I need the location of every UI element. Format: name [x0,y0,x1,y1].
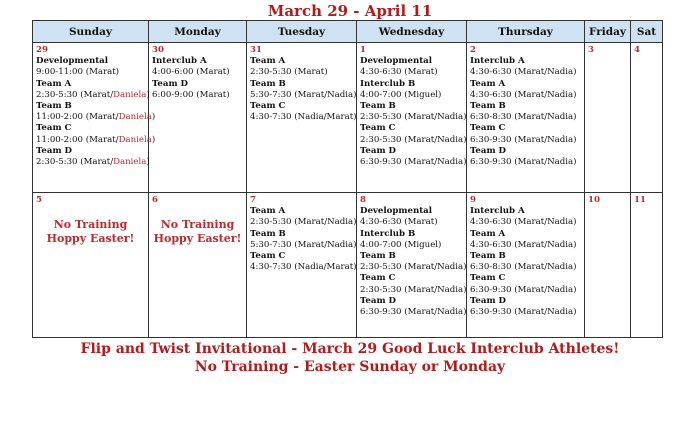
day-number: 10 [588,195,600,205]
coach-name: Nadia [547,239,574,250]
session-group-name: Interclub A [470,56,525,67]
no-training-note-line: No Training [53,218,128,232]
day-number: 4 [634,45,640,55]
session-group-name: Team B [250,228,286,239]
coach-name: Marat [517,262,545,273]
coach-name: Nadia [547,89,574,100]
day-number: 7 [250,195,256,205]
session-group-name: Team B [470,251,506,262]
coach-name: Marat [83,157,111,168]
coach-name: Marat [517,134,545,145]
session-group-name: Team D [360,295,396,306]
session-time: 4:00-6:00 [152,67,194,78]
coach-name: Marat [407,307,435,318]
session-time-line: 4:30-6:30 (Marat/Nadia) [470,217,577,228]
calendar-day-cell [357,43,467,193]
session-group-name: Interclub B [360,228,416,239]
coach-name: Marat [407,67,435,78]
day-number: 5 [36,195,42,205]
coach-name: Marat [517,217,545,228]
session-time-line: 4:30-6:30 (Marat) [360,67,438,78]
coach-name: Daniela [113,157,147,168]
session-time-line: 2:30-5:30 (Marat/Nadia) [250,217,357,228]
session-time: 2:30-5:30 [360,262,402,273]
session-time-line: 6:30-9:30 (Marat/Nadia) [360,157,467,168]
calendar-day-cell [33,193,149,338]
coach-name: Nadia [327,239,354,250]
session-time: 2:30-5:30 [36,157,78,168]
calendar-day-cell [585,43,631,193]
session-time: 4:30-7:30 [250,112,292,123]
session-time-line: 2:30-5:30 (Marat/Nadia) [360,262,467,273]
coach-name: Nadia [547,217,574,228]
session-time-line: 2:30-5:30 (Marat) [250,67,328,78]
coach-name: Marat [407,284,435,295]
session-group-name: Team C [470,123,506,134]
session-time: 6:30-8:30 [470,262,512,273]
session-time-line: 4:30-7:30 (Nadia/Marat) [250,262,357,273]
session-group-name: Team C [250,101,286,112]
session-time: 4:30-6:30 [470,89,512,100]
weekday-thursday: Thursday [467,21,585,43]
session-time-line: 4:30-6:30 (Marat/Nadia) [470,89,577,100]
training-calendar [32,20,663,338]
coach-name: Marat [517,307,545,318]
coach-name: Nadia [437,112,464,123]
coach-name: Marat [199,89,227,100]
coach-name: Nadia [547,112,574,123]
coach-name: Marat [517,284,545,295]
session-time-line: 4:30-6:30 (Marat/Nadia) [470,67,577,78]
session-time-line: 6:30-9:30 (Marat/Nadia) [470,134,577,145]
coach-name: Marat [297,89,325,100]
session-group-name: Developmental [36,56,108,67]
session-group-name: Interclub A [152,56,207,67]
weekday-wednesday: Wednesday [357,21,467,43]
coach-name: Marat [517,89,545,100]
coach-name: Marat [89,112,116,123]
weekday-saturday: Sat [631,21,663,43]
coach-name: Nadia [437,262,464,273]
session-group-name: Interclub B [360,78,416,89]
calendar-day-cell [631,43,663,193]
session-time: 6:00-9:00 [152,89,194,100]
calendar-day-cell [149,193,247,338]
session-group-name: Team B [360,251,396,262]
session-group-name: Team B [36,101,72,112]
session-time: 2:30-5:30 [360,112,402,123]
session-time-line: 6:30-8:30 (Marat/Nadia) [470,112,577,123]
session-time: 2:30-5:30 [360,134,402,145]
session-time-line: 4:30-6:30 (Marat) [360,217,438,228]
session-time: 6:30-9:30 [470,157,512,168]
day-number: 9 [470,195,476,205]
coach-name: Marat [407,134,435,145]
coach-name: Nadia [437,284,464,295]
session-time-line: 11:00-2:00 (Marat/Daniela) [36,134,156,145]
coach-name: Daniela [118,134,152,145]
coach-name: Marat [326,112,354,123]
coach-name: Nadia [327,89,354,100]
session-group-name: Team C [250,251,286,262]
coach-name: Nadia [437,134,464,145]
calendar-day-cell [247,43,357,193]
session-time: 4:30-6:30 [470,217,512,228]
session-time-line: 4:00-7:00 (Miguel) [360,89,442,100]
session-time-line: 4:00-7:00 (Miguel) [360,239,442,250]
session-time-line: 6:30-8:30 (Marat/Nadia) [470,262,577,273]
session-time: 4:00-7:00 [360,239,402,250]
day-number: 31 [250,45,262,55]
session-group-name: Team D [360,145,396,156]
session-time-line: 5:30-7:30 (Marat/Nadia) [250,239,357,250]
session-time: 5:30-7:30 [250,89,292,100]
coach-name: Marat [407,262,435,273]
footer-invitational-note: Flip and Twist Invitational - March 29 Good Luck Interclub Athletes! [80,341,620,357]
session-time: 9:00-11:00 [36,67,83,78]
no-training-note [36,218,145,246]
session-time-line: 6:30-9:30 (Marat/Nadia) [470,157,577,168]
weekday-monday: Monday [149,21,247,43]
session-group-name: Developmental [360,56,432,67]
session-time: 6:30-9:30 [360,307,402,318]
calendar-day-cell [631,193,663,338]
calendar-day-cell [247,193,357,338]
session-time-line: 2:30-5:30 (Marat/Daniela) [36,157,150,168]
weekday-tuesday: Tuesday [247,21,357,43]
calendar-day-cell [467,43,585,193]
coach-name: Nadia [297,112,324,123]
session-time-line: 9:00-11:00 (Marat) [36,67,120,78]
session-time-line: 4:00-6:00 (Marat) [152,67,230,78]
coach-name: Marat [407,157,435,168]
coach-name: Nadia [437,307,464,318]
coach-name: Marat [89,67,116,78]
session-group-name: Team C [360,123,396,134]
session-group-name: Team B [250,78,286,89]
session-group-name: Team A [470,228,506,239]
session-time: 4:00-7:00 [360,89,402,100]
session-group-name: Team C [470,273,506,284]
session-group-name: Team C [360,273,396,284]
coach-name: Marat [407,217,435,228]
coach-name: Marat [199,67,227,78]
weekday-friday: Friday [585,21,631,43]
session-time: 2:30-5:30 [36,89,78,100]
session-time-line: 6:30-9:30 (Marat/Nadia) [360,307,467,318]
session-group-name: Team B [360,101,396,112]
coach-name: Daniela [113,89,147,100]
calendar-day-cell [33,43,156,193]
day-number: 8 [360,195,366,205]
day-number: 11 [634,195,646,205]
coach-name: Marat [297,239,325,250]
coach-name: Nadia [297,262,324,273]
coach-name: Marat [517,67,545,78]
session-time: 4:30-6:30 [360,217,402,228]
weekday-header-row [33,21,663,43]
weekday-sunday: Sunday [33,21,149,43]
session-time-line: 2:30-5:30 (Marat/Nadia) [360,134,467,145]
calendar-day-cell [357,193,467,338]
no-training-note-line: Hoppy Easter! [153,232,242,246]
session-time: 11:00-2:00 [36,134,83,145]
session-time-line: 6:00-9:00 (Marat) [152,89,230,100]
coach-name: Nadia [327,217,354,228]
session-time-line: 11:00-2:00 (Marat/Daniela) [36,112,156,123]
coach-name: Marat [326,262,354,273]
coach-name: Marat [297,217,325,228]
session-time-line: 2:30-5:30 (Marat/Nadia) [360,112,467,123]
day-number: 3 [588,45,594,55]
coach-name: Miguel [407,239,439,250]
session-time-line: 6:30-9:30 (Marat/Nadia) [470,284,577,295]
coach-name: Nadia [547,157,574,168]
session-time: 6:30-9:30 [360,157,402,168]
session-time: 4:30-6:30 [360,67,402,78]
session-group-name: Interclub A [470,206,525,217]
session-group-name: Developmental [360,206,432,217]
session-time: 6:30-9:30 [470,134,512,145]
day-number: 29 [36,45,48,55]
session-group-name: Team A [250,206,286,217]
day-number: 2 [470,45,476,55]
session-time: 2:30-5:30 [250,217,292,228]
coach-name: Nadia [547,307,574,318]
day-number: 6 [152,195,158,205]
session-time: 5:30-7:30 [250,239,292,250]
coach-name: Nadia [547,67,574,78]
session-time-line: 4:30-7:30 (Nadia/Marat) [250,112,357,123]
no-training-note [152,218,243,246]
coach-name: Marat [517,157,545,168]
coach-name: Nadia [547,284,574,295]
coach-name: Marat [517,112,545,123]
coach-name: Nadia [547,262,574,273]
session-time: 4:30-6:30 [470,239,512,250]
session-time: 11:00-2:00 [36,112,83,123]
session-time: 2:30-5:30 [360,284,402,295]
day-number: 30 [152,45,164,55]
schedule-date-range: March 29 - April 11 [267,2,433,20]
no-training-note-line: Hoppy Easter! [46,232,135,246]
session-time: 6:30-9:30 [470,307,512,318]
session-group-name: Team D [470,145,506,156]
session-time: 6:30-8:30 [470,112,512,123]
session-time-line: 2:30-5:30 (Marat/Nadia) [360,284,467,295]
session-group-name: Team A [250,56,286,67]
session-group-name: Team D [470,295,506,306]
session-group-name: Team C [36,123,72,134]
session-time: 6:30-9:30 [470,284,512,295]
session-time-line: 5:30-7:30 (Marat/Nadia) [250,89,357,100]
coach-name: Nadia [547,134,574,145]
calendar-week-row [33,43,663,193]
calendar-day-cell [585,193,631,338]
no-training-note-line: No Training [160,218,235,232]
session-group-name: Team B [470,101,506,112]
session-group-name: Team A [470,78,506,89]
session-group-name: Team D [152,78,188,89]
calendar-week-row [33,193,663,338]
coach-name: Marat [297,67,325,78]
session-group-name: Team D [36,145,72,156]
coach-name: Marat [83,89,111,100]
session-time: 2:30-5:30 [250,67,292,78]
coach-name: Marat [407,112,435,123]
coach-name: Daniela [118,112,152,123]
coach-name: Marat [517,239,545,250]
session-time: 4:30-6:30 [470,67,512,78]
coach-name: Marat [89,134,116,145]
coach-name: Nadia [437,157,464,168]
calendar-day-cell [149,43,247,193]
coach-name: Miguel [407,89,439,100]
session-time-line: 2:30-5:30 (Marat/Daniela) [36,89,150,100]
calendar-day-cell [467,193,585,338]
session-time-line: 6:30-9:30 (Marat/Nadia) [470,307,577,318]
session-time-line: 4:30-6:30 (Marat/Nadia) [470,239,577,250]
footer-no-training-note: No Training - Easter Sunday or Monday [194,359,506,375]
session-time: 4:30-7:30 [250,262,292,273]
session-group-name: Team A [36,78,72,89]
day-number: 1 [360,45,366,55]
